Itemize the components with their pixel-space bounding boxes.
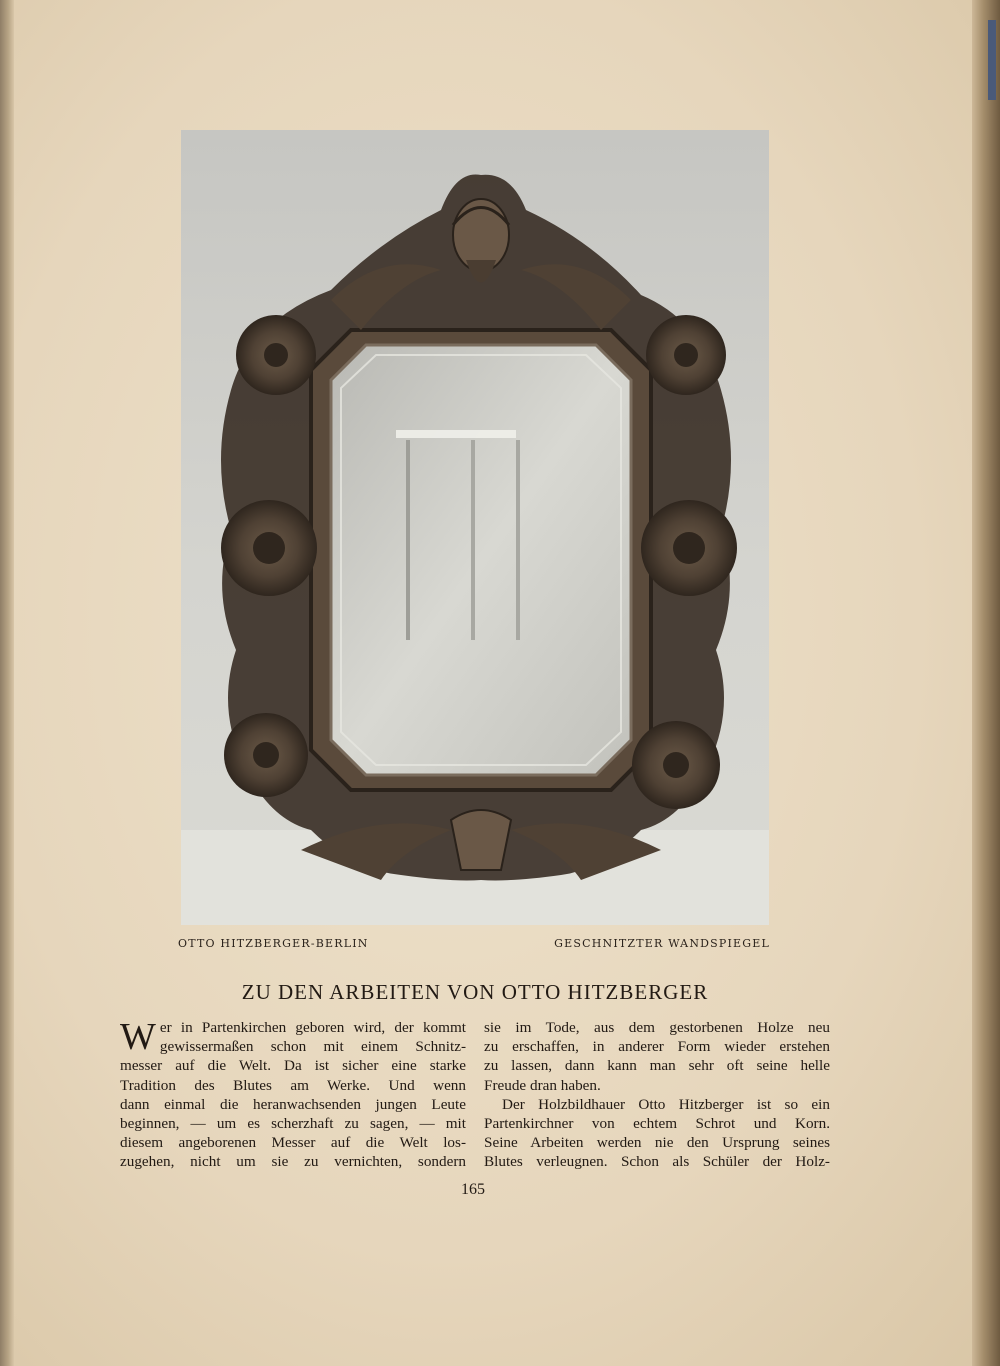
- caption-object: GESCHNITZTER WANDSPIEGEL: [554, 937, 770, 950]
- text-line: zu lassen, dann kann man sehr oft seine helle: [484, 1057, 830, 1075]
- text-line: Seine Arbeiten werden nie den Ursprung seines: [484, 1134, 830, 1152]
- text-line: Freude dran haben.: [484, 1076, 601, 1094]
- text-line: Blutes verleugnen. Schon als Schüler der Holz-: [484, 1153, 830, 1171]
- page-number: 165: [461, 1181, 485, 1198]
- text-line: Tradition des Blutes am Werke. Und wenn: [120, 1076, 466, 1094]
- mirror-photo-plate: [181, 130, 769, 925]
- text-line: sie im Tode, aus dem gestorbenen Holze neu: [484, 1019, 830, 1036]
- drop-cap: W: [120, 1016, 156, 1058]
- book-edge: [972, 0, 1000, 1366]
- text-line: zugehen, nicht um sie zu vernichten, sondern: [120, 1153, 466, 1171]
- text-line: beginnen, — um es scherzhaft zu sagen, — mit: [120, 1115, 466, 1133]
- text-line: Partenkirchner von echtem Schrot und Korn.: [484, 1115, 830, 1133]
- text-line: diesem angeborenen Messer auf die Welt los-: [120, 1134, 466, 1152]
- carved-mirror-photo-icon: [181, 130, 769, 925]
- article-column-left: [120, 1018, 466, 1172]
- caption-artist: OTTO HITZBERGER-BERLIN: [178, 937, 369, 950]
- text-line: dann einmal die heranwachsenden jungen Leute: [120, 1095, 466, 1113]
- article-column-right: [484, 1018, 830, 1172]
- bookmark-ribbon: [988, 20, 996, 100]
- text-line: gewissermaßen schon mit einem Schnitz-: [159, 1038, 466, 1056]
- text-line: er in Partenkirchen geboren wird, der kommt: [159, 1019, 466, 1036]
- text-line: zu erschaffen, in anderer Form wieder erstehen: [484, 1038, 830, 1056]
- text-line: messer auf die Welt. Da ist sicher eine starke: [120, 1057, 466, 1075]
- page-gutter-shadow: [0, 0, 14, 1366]
- text-line: Der Holzbildhauer Otto Hitzberger ist so ein: [502, 1095, 830, 1113]
- article-title: ZU DEN ARBEITEN VON OTTO HITZBERGER: [241, 980, 709, 1004]
